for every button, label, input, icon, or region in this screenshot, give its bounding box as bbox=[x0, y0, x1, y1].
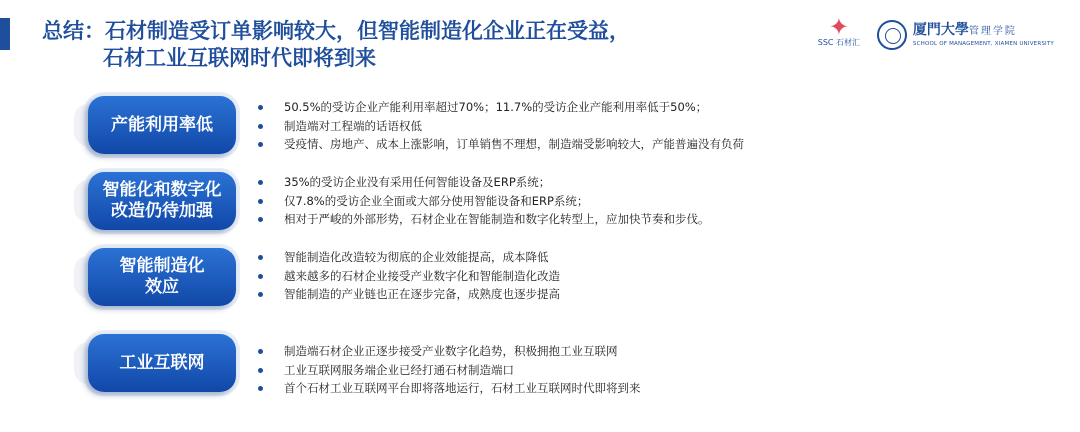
bullet-item: 50.5%的受访企业产能利用率超过70%；11.7%的受访企业产能利用率低于50%； bbox=[256, 98, 744, 117]
bullet-item: 仅7.8%的受访企业全面或大部分使用智能设备和ERP系统； bbox=[256, 192, 710, 211]
ssc-logo-subline bbox=[815, 48, 863, 54]
xmu-dept: 管理学院 bbox=[968, 26, 1017, 37]
page-title bbox=[42, 18, 630, 72]
bullet-item: 受疫情、房地产、成本上涨影响，订单销售不理想，制造端受影响较大，产能普遍没有负荷 bbox=[256, 135, 744, 154]
bullet-item: 智能制造化改造较为彻底的企业效能提高，成本降低 bbox=[256, 248, 560, 267]
section-label-line: 工业互联网 bbox=[119, 352, 205, 373]
bullet-item: 制造端对工程端的话语权低 bbox=[256, 117, 744, 136]
title-accent-bar bbox=[0, 18, 10, 50]
bullet-item: 智能制造的产业链也正在逐步完备，成熟度也逐步提高 bbox=[256, 285, 560, 304]
bullet-list bbox=[256, 342, 641, 398]
ssc-logo bbox=[815, 13, 863, 54]
xmu-logo bbox=[877, 20, 1054, 50]
bullet-item: 相对于严峻的外部形势，石材企业在智能制造和数字化转型上，应加快节奏和步伐。 bbox=[256, 210, 710, 229]
title-line-2: 石材工业互联网时代即将到来 bbox=[103, 46, 376, 70]
bullet-list bbox=[256, 173, 710, 229]
section-label-line: 效应 bbox=[145, 277, 179, 297]
title-line-1: 总结：石材制造受订单影响较大，但智能制造化企业正在受益， bbox=[42, 19, 630, 43]
section-label-pill bbox=[88, 248, 236, 306]
section-label-pill bbox=[88, 172, 236, 230]
xmu-english-name: SCHOOL OF MANAGEMENT, XIAMEN UNIVERSITY bbox=[912, 41, 1054, 47]
bullet-list bbox=[256, 248, 560, 304]
section-label-line: 产能利用率低 bbox=[111, 114, 213, 135]
bullet-item: 首个石材工业互联网平台即将落地运行，石材工业互联网时代即将到来 bbox=[256, 379, 641, 398]
section-label-pill bbox=[88, 334, 236, 392]
xmu-name: 厦門大學管理学院 bbox=[912, 22, 1017, 38]
university-seal-icon bbox=[877, 20, 907, 50]
bullet-item: 35%的受访企业没有采用任何智能设备及ERP系统； bbox=[256, 173, 710, 192]
section-label-line: 智能化和数字化 bbox=[102, 180, 222, 200]
section-label-pill bbox=[88, 96, 236, 154]
section-label-line: 智能制造化 bbox=[119, 256, 205, 276]
ssc-logo-text: SSC 石材汇 bbox=[817, 38, 861, 47]
star-icon: ✦ bbox=[828, 13, 849, 41]
bullet-list bbox=[256, 98, 744, 154]
bullet-item: 制造端石材企业正逐步接受产业数字化趋势，积极拥抱工业互联网 bbox=[256, 342, 641, 361]
section-label-line: 改造仍待加强 bbox=[111, 201, 213, 221]
bullet-item: 工业互联网服务端企业已经打通石材制造端口 bbox=[256, 361, 641, 380]
logo-group bbox=[815, 13, 1054, 54]
bullet-item: 越来越多的石材企业接受产业数字化和智能制造化改造 bbox=[256, 267, 560, 286]
